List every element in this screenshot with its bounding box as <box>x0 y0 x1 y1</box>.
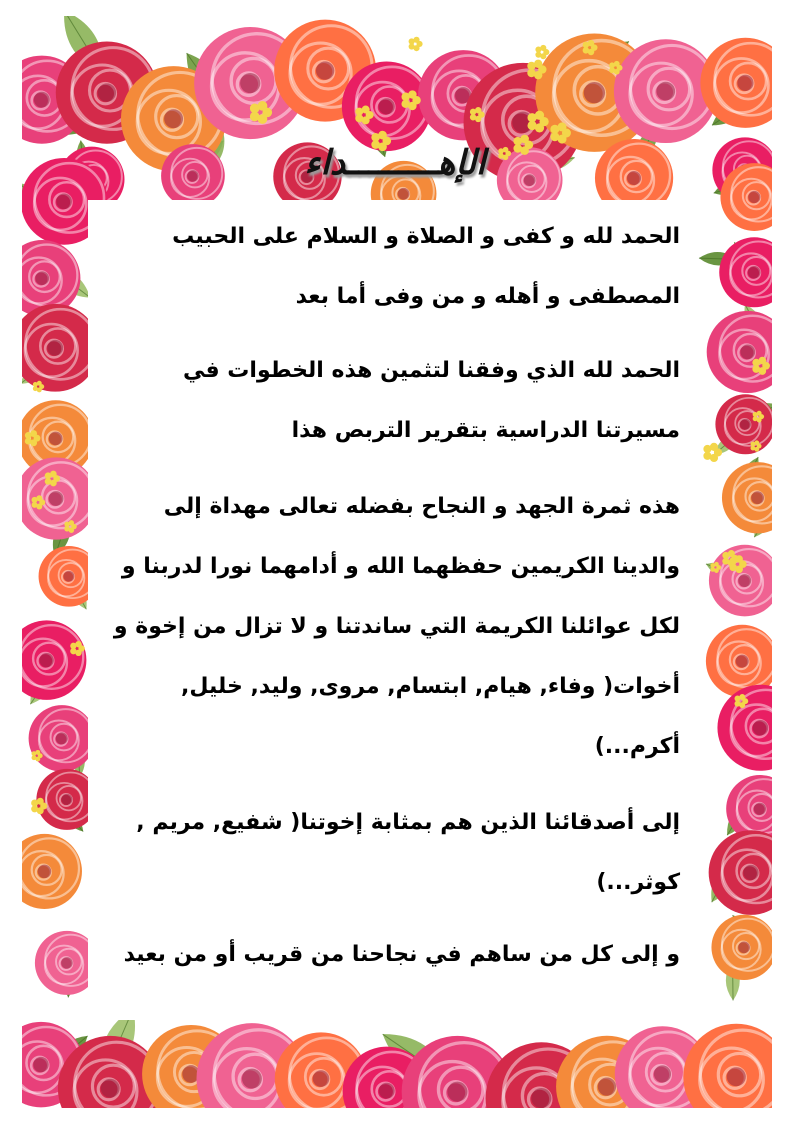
rose-decoration <box>29 705 95 771</box>
dedication-line: أخوات( وفاء, هيام, ابتسام, مروى, وليد, خليل, <box>181 674 680 699</box>
rose-decoration <box>683 1024 772 1108</box>
dedication-line: لكل عوائلنا الكريمة التي ساندتنا و لا تزال من إخوة و <box>113 614 680 639</box>
page-title: الإهـــــــــداء <box>304 143 486 183</box>
rose-decoration <box>709 830 772 915</box>
dedication-line: إلى أصدقائنا الذين هم بمثابة إخوتنا( شفيع, مريم , <box>136 810 680 835</box>
rose-decoration <box>707 311 772 393</box>
dedication-line: مسيرتنا الدراسية بتقرير التربص هذا <box>291 418 680 443</box>
rose-decoration <box>719 237 772 307</box>
rose-decoration <box>711 915 772 980</box>
dedication-line: الحمد لله و كفى و الصلاة و السلام على الحبيب <box>172 224 680 249</box>
dedication-line: كوثر...) <box>596 870 680 895</box>
dedication-line: أكرم...) <box>594 734 680 759</box>
dedication-line: هذه ثمرة الجهد و النجاح بفضله تعالى مهداة إلى <box>163 494 680 519</box>
dedication-line: والدينا الكريمين حفظهما الله و أدامهما نورا لدربنا و <box>121 554 680 579</box>
rose-decoration <box>22 620 86 700</box>
rose-decoration <box>722 462 772 533</box>
title-wrap <box>240 138 550 188</box>
dedication-line: المصطفى و أهله و من وفى أما بعد <box>295 284 680 309</box>
rose-decoration <box>22 834 82 909</box>
small-blossom-decoration <box>409 37 423 51</box>
rose-decoration <box>161 144 225 208</box>
dedication-line: و إلى كل من ساهم في نجاحنا من قريب أو من بعيد <box>123 942 680 967</box>
dedication-line: الحمد لله الذي وفقنا لتثمين هذه الخطوات في <box>182 358 680 383</box>
